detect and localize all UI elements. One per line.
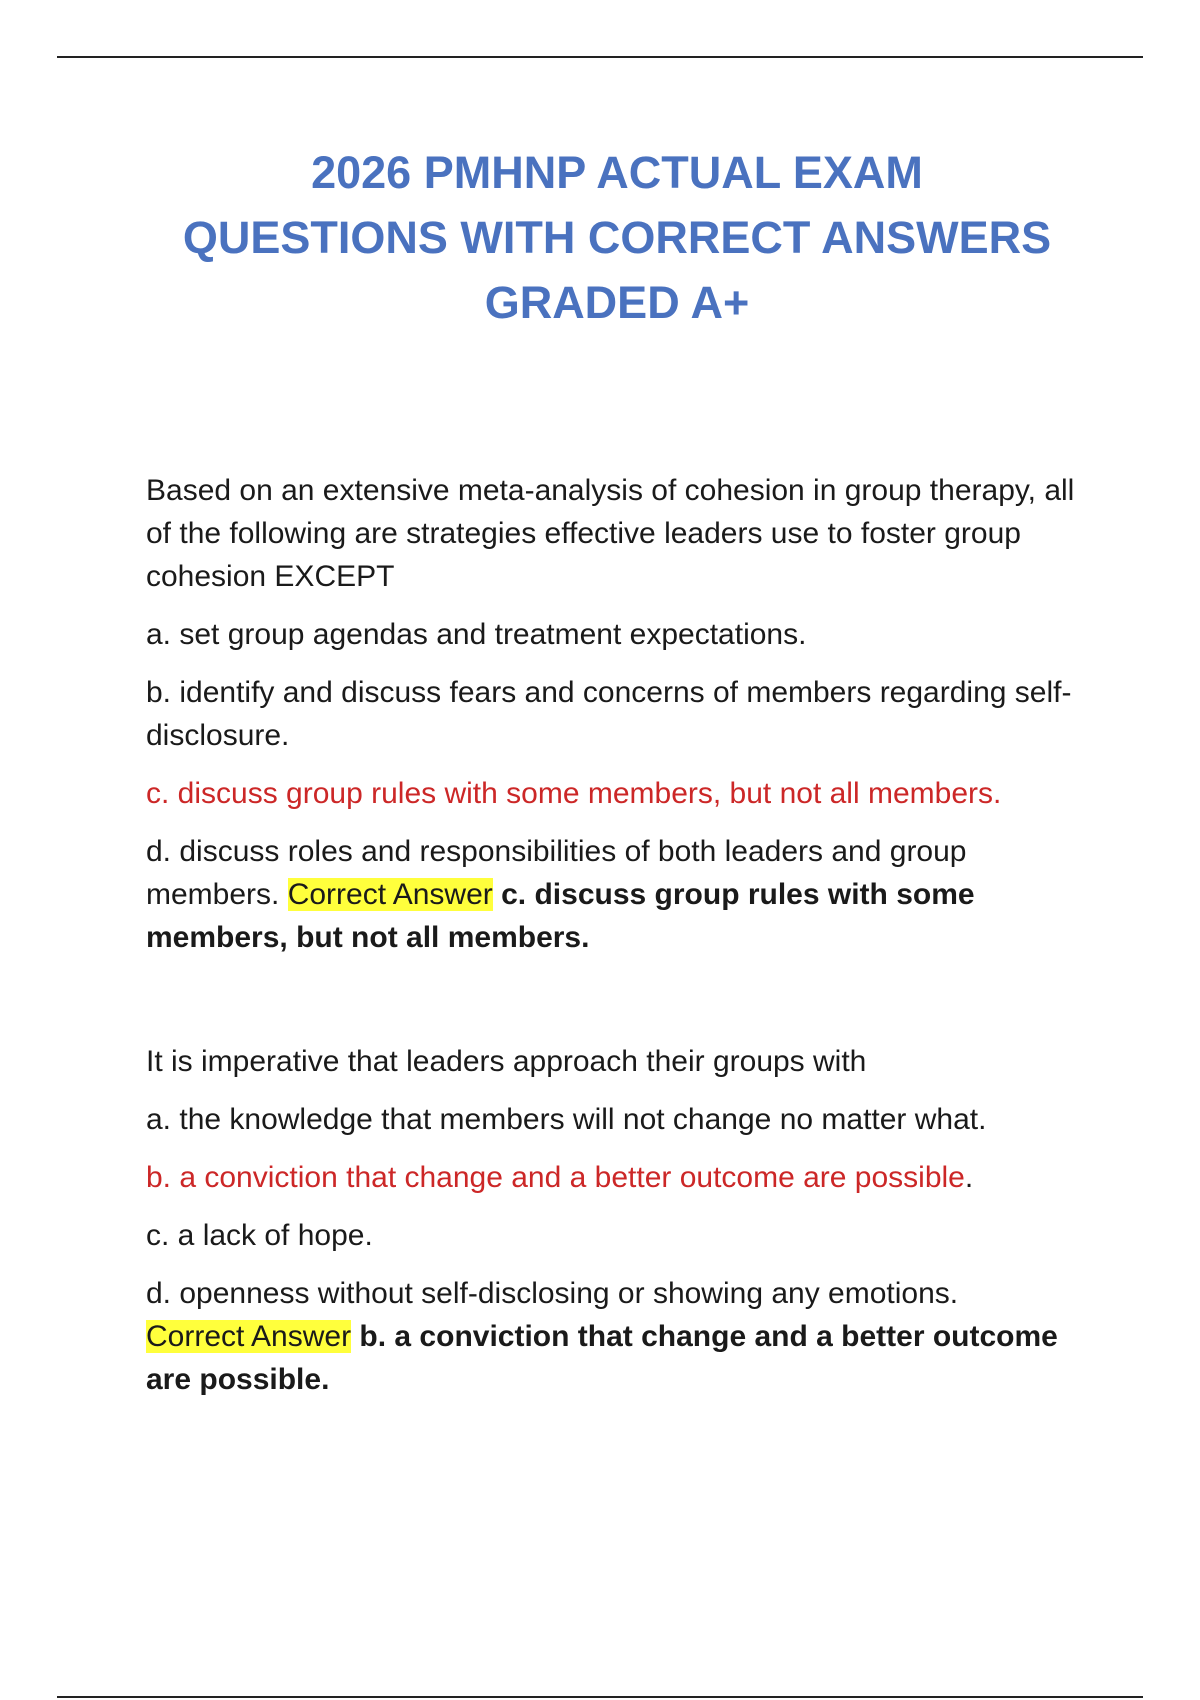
option-b-correct: b. a conviction that change and a better outcome are possible [146,1161,965,1194]
question-stem: Based on an extensive meta-analysis of cohesion in group therapy, all of the following are strategies effective leaders use to foster group cohesion EXCEPT [146,474,1075,593]
option-d: d. discuss roles and responsibilities of both leaders and group members. [146,835,967,911]
document-title [100,140,1134,335]
correct-answer-text: c. discuss group rules with some members, but not all members. [146,878,975,954]
question-1 [146,469,1086,974]
option-d-with-answer [146,830,1086,959]
option-a: a. the knowledge that members will not change no matter what. [146,1103,987,1136]
title-line: GRADED A+ [484,277,750,328]
correct-answer-text: b. a conviction that change and a better outcome are possible. [146,1320,1058,1396]
correct-answer-label: Correct Answer [146,1320,352,1353]
correct-answer-label: Correct Answer [287,878,493,911]
option-c: c. a lack of hope. [146,1219,373,1252]
question-stem: It is imperative that leaders approach their groups with [146,1045,867,1078]
option-d-with-answer [146,1272,1086,1401]
question-2 [146,1040,1086,1416]
option-b: b. identify and discuss fears and concerns of members regarding self-disclosure. [146,676,1072,752]
option-b-line [146,1156,1086,1199]
title-line: 2026 PMHNP ACTUAL EXAM [311,147,923,198]
option-c-correct: c. discuss group rules with some members, but not all members. [146,777,1002,810]
option-a: a. set group agendas and treatment expectations. [146,618,807,651]
title-line: QUESTIONS WITH CORRECT ANSWERS [182,212,1052,263]
top-divider [57,56,1143,58]
option-b-period: . [964,1161,974,1194]
option-d: d. openness without self-disclosing or showing any emotions. [146,1277,959,1310]
bottom-divider [57,1696,1143,1698]
